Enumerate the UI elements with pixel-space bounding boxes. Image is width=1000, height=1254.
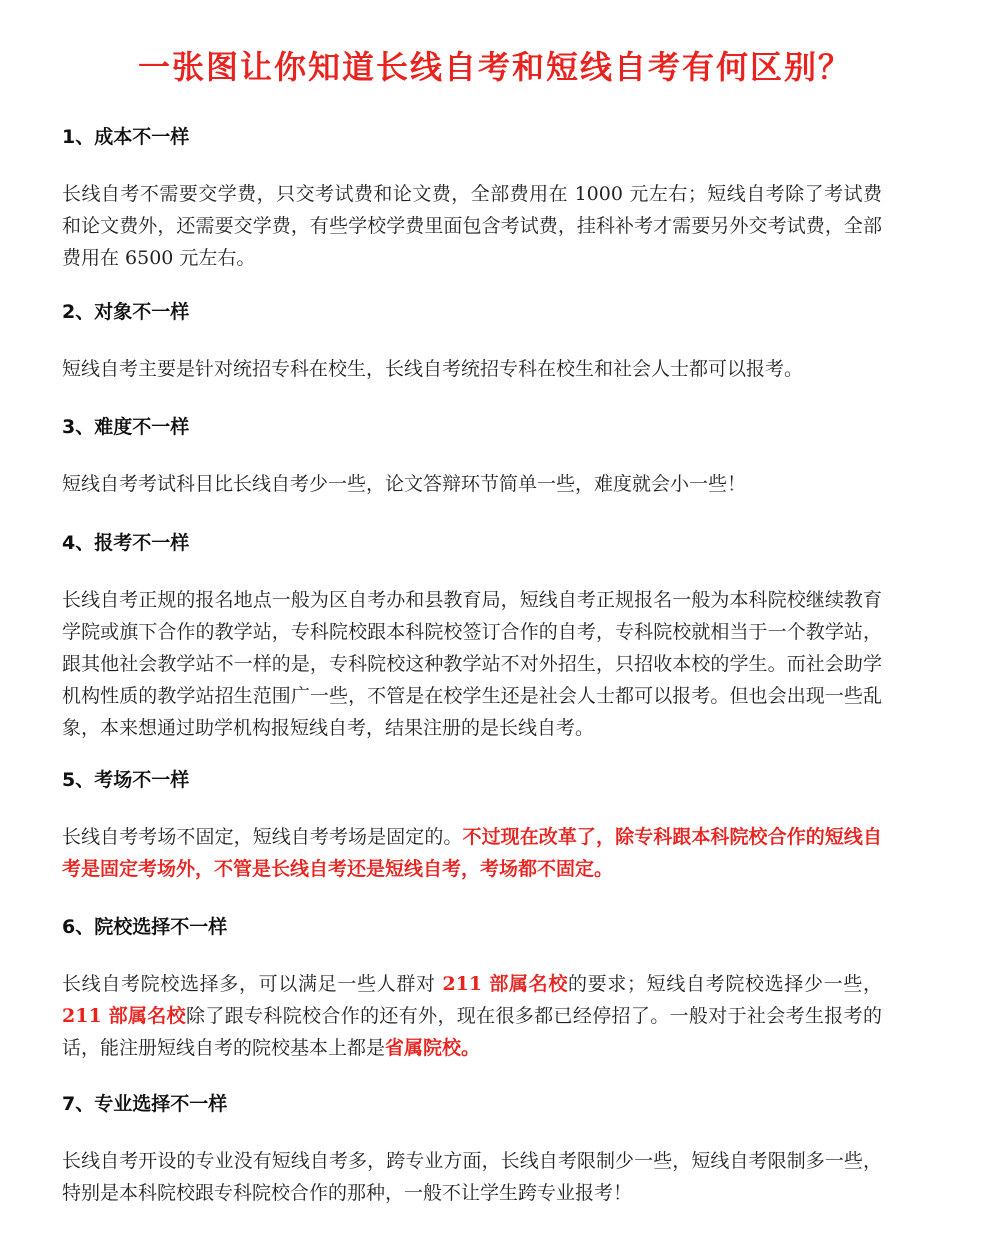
- section-heading: 7、专业选择不一样: [62, 1093, 228, 1115]
- page-title: 一张图让你知道长线自考和短线自考有何区别？: [138, 48, 853, 86]
- section-difficulty: [62, 414, 882, 500]
- section-body-rich: [62, 821, 882, 885]
- section-major-choice: [62, 1091, 882, 1209]
- section-heading: 4、报考不一样: [62, 532, 190, 554]
- section-body: 短线自考主要是针对统招专科在校生，长线自考统招专科在校生和社会人士都可以报考。: [62, 358, 804, 380]
- section-heading: 2、对象不一样: [62, 301, 190, 323]
- section-body: 长线自考开设的专业没有短线自考多，跨专业方面，长线自考限制少一些，短线自考限制多一些，特别是本科院校跟专科院校合作的那种，一般不让学生跨专业报考！: [62, 1150, 882, 1204]
- section-exam-venue: [62, 767, 882, 885]
- section-body: 短线自考考试科目比长线自考少一些，论文答辩环节简单一些，难度就会小一些！: [62, 473, 747, 495]
- section-heading: 6、院校选择不一样: [62, 916, 228, 938]
- section-heading: 3、难度不一样: [62, 416, 190, 438]
- body-text: 的要求；短线自考院校选择少一些，: [567, 973, 882, 995]
- section-cost: [62, 124, 882, 274]
- section-audience: [62, 299, 882, 385]
- body-text: 除了跟专科院校合作的还有外，现在很多都已经停招了。一般对于社会考生报考的话，能注册短线自考的院校基本上都是: [62, 1005, 882, 1059]
- section-heading: 1、成本不一样: [62, 126, 190, 148]
- section-body-rich: [62, 968, 882, 1064]
- highlighted-text: 不过现在改革了，除专科跟本科院校合作的短线自考是固定考场外，不管是长线自考还是短线自考，考场都不固定。: [62, 826, 882, 880]
- section-heading: 5、考场不一样: [62, 769, 190, 791]
- highlighted-text: 211 部属名校: [62, 1005, 186, 1027]
- section-body: 长线自考不需要交学费，只交考试费和论文费，全部费用在 1000 元左右；短线自考除了考试费和论文费外，还需要交学费，有些学校学费里面包含考试费，挂科补考才需要另外交考试费，全部费用在 6500 元左右。: [62, 183, 882, 269]
- highlighted-text: 211 部属名校: [442, 973, 568, 995]
- highlighted-text: 省属院校。: [385, 1037, 481, 1059]
- section-school-choice: [62, 914, 882, 1064]
- body-text: 长线自考院校选择多，可以满足一些人群对: [62, 973, 443, 995]
- body-text: 长线自考考场不固定，短线自考考场是固定的。: [62, 826, 463, 848]
- section-registration: [62, 530, 882, 744]
- section-body: 长线自考正规的报名地点一般为区自考办和县教育局，短线自考正规报名一般为本科院校继续教育学院或旗下合作的教学站，专科院校跟本科院校签订合作的自考，专科院校就相当于一个教学站，跟其他社会教学站不一样的是，专科院校这种教学站不对外招生，只招收本校的学生。而社会助学机构性质的教学站招生范围广一些，不管是在校学生还是社会人士都可以报考。但也会出现一些乱象，本来想通过助学机构报短线自考，结果注册的是长线自考。: [62, 589, 882, 739]
